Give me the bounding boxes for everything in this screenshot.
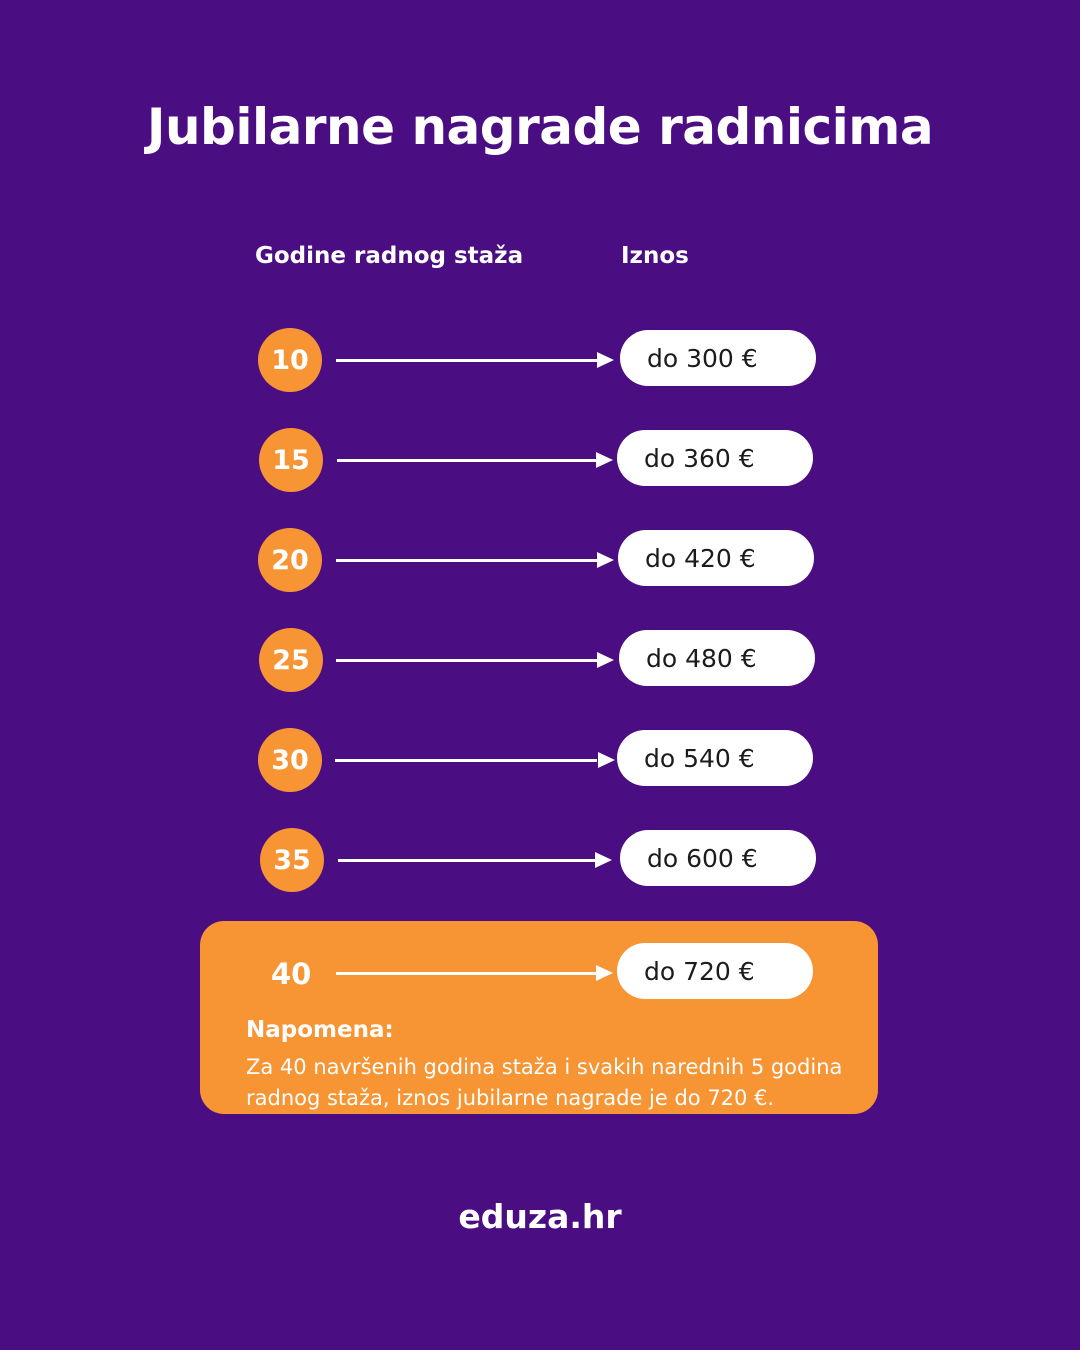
amount-pill: do 540 € <box>617 730 813 786</box>
note-label: Napomena: <box>246 1017 394 1043</box>
arrow-head <box>596 452 613 468</box>
amount-pill: do 480 € <box>619 630 815 686</box>
arrow-head <box>595 852 612 868</box>
years-badge: 20 <box>258 528 322 592</box>
table-row <box>0 314 1080 414</box>
amount-pill: do 300 € <box>620 330 816 386</box>
years-badge: 30 <box>258 728 322 792</box>
arrow-icon <box>338 858 612 862</box>
years-badge: 25 <box>259 628 323 692</box>
header-amount: Iznos <box>621 243 689 269</box>
amount-pill: do 420 € <box>618 530 814 586</box>
table-row <box>0 514 1080 614</box>
years-badge: 10 <box>258 328 322 392</box>
arrow-icon <box>336 971 613 975</box>
arrow-shaft <box>338 859 600 862</box>
arrow-head <box>597 552 614 568</box>
arrow-icon <box>337 458 613 462</box>
note-card <box>200 921 878 1114</box>
arrow-icon <box>336 358 614 362</box>
arrow-shaft <box>336 559 598 562</box>
arrow-icon <box>336 658 614 662</box>
arrow-head <box>598 752 615 768</box>
table-row <box>0 814 1080 914</box>
header-years: Godine radnog staža <box>255 243 524 269</box>
table-row <box>0 614 1080 714</box>
arrow-icon <box>335 758 615 762</box>
amount-pill: do 720 € <box>617 943 813 999</box>
footer-brand: eduza.hr <box>458 1197 622 1236</box>
arrow-shaft <box>336 659 598 662</box>
years-badge: 15 <box>259 428 323 492</box>
arrow-head <box>597 652 614 668</box>
arrow-shaft <box>335 759 597 762</box>
table-row <box>0 714 1080 814</box>
years-badge: 35 <box>260 828 324 892</box>
arrow-shaft <box>337 459 599 462</box>
arrow-shaft <box>336 972 597 975</box>
arrow-head <box>596 965 613 981</box>
years-badge: 40 <box>271 957 312 991</box>
arrow-icon <box>336 558 614 562</box>
table-row <box>0 414 1080 514</box>
column-headers <box>0 243 1080 277</box>
arrow-shaft <box>336 359 598 362</box>
amount-pill: do 600 € <box>620 830 816 886</box>
arrow-head <box>597 352 614 368</box>
amount-pill: do 360 € <box>617 430 813 486</box>
rows-list <box>0 314 1080 914</box>
page-title: Jubilarne nagrade radnicima <box>146 98 934 156</box>
note-text: Za 40 navršenih godina staža i svakih narednih 5 godina radnog staža, iznos jubilarne nagrade je do 720 €. <box>246 1055 843 1110</box>
